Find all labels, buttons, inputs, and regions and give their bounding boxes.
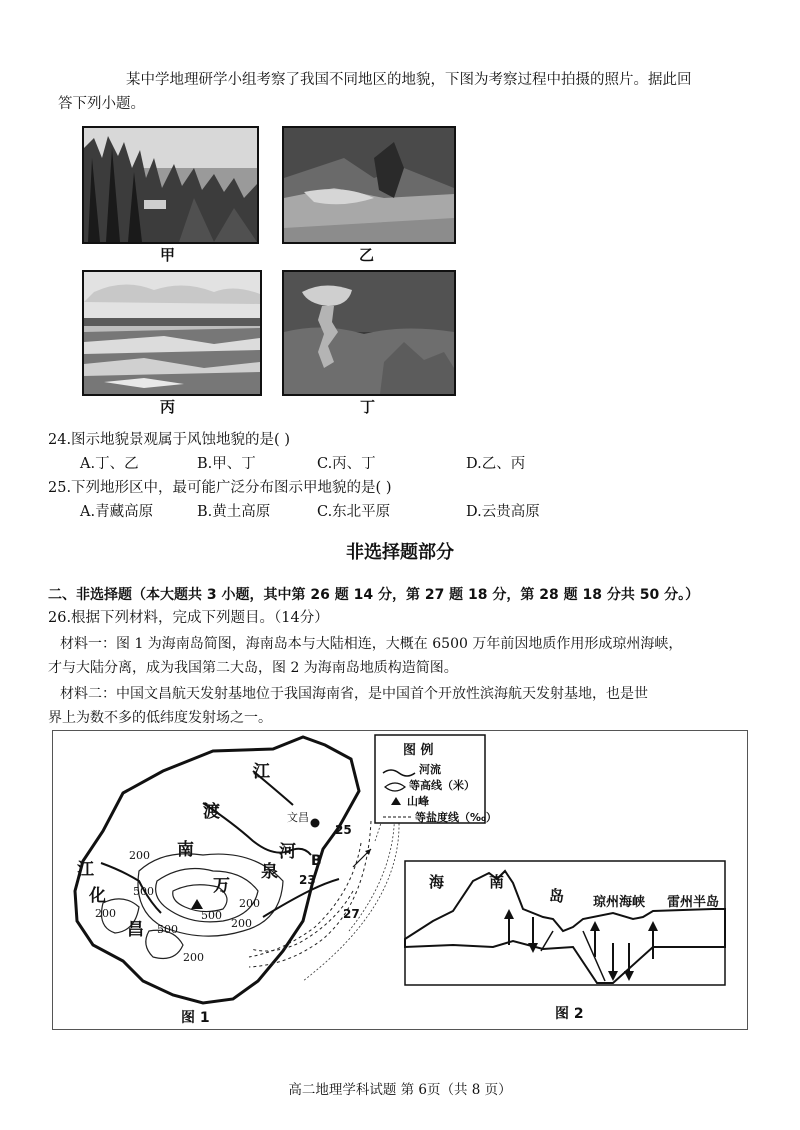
contour-label: 500 xyxy=(157,923,178,936)
photo-ding-mushroom-rock xyxy=(282,270,456,396)
legend-salinity: 等盐度线（‰） xyxy=(415,811,497,824)
river-label-jiang-left: 江 xyxy=(77,860,94,880)
q26-stem: 26.根据下列材料，完成下列题目。（14分） xyxy=(48,610,329,626)
q24-option-b: B.甲、丁 xyxy=(197,456,256,472)
legend-river: 河流 xyxy=(419,763,441,776)
river-label-he: 河 xyxy=(279,842,296,862)
q24-stem: 24.图示地貌景观属于风蚀地貌的是( ) xyxy=(48,432,290,448)
river-label-chang: 昌 xyxy=(127,920,144,940)
salinity-label-27: 27 xyxy=(343,907,360,921)
material1-line-2: 才与大陆分离，成为我国第二大岛，图 2 为海南岛地质构造简图。 xyxy=(48,660,458,676)
salinity-label-23: 23 xyxy=(299,873,316,887)
photo-label-jia: 甲 xyxy=(160,246,176,264)
hainan-map xyxy=(53,731,747,1029)
river-label-du: 渡 xyxy=(203,802,220,822)
material1-line-1: 材料一：图 1 为海南岛简图，海南岛本与大陆相连，大概在 6500 万年前因地质作用形成琼州海峡， xyxy=(60,636,683,652)
river-label-wan: 万 xyxy=(213,876,230,896)
q25-option-d: D.云贵高原 xyxy=(466,504,540,520)
q24-option-a: A.丁、乙 xyxy=(80,456,139,472)
fig2-label-nan: 南 xyxy=(489,873,505,891)
q25-stem: 25.下列地形区中，最可能广泛分布图示甲地貌的是( ) xyxy=(48,480,392,496)
photo-label-yi: 乙 xyxy=(359,246,375,264)
page-footer: 高二地理学科试题 第 6页（共 8 页） xyxy=(288,1082,512,1098)
figure2-caption: 图 2 xyxy=(555,1006,584,1022)
contour-label: 500 xyxy=(133,885,154,898)
photo-bing-shore xyxy=(82,270,262,396)
river-label-jiang-top: 江 xyxy=(253,762,270,782)
legend-title: 图 例 xyxy=(403,743,434,758)
figure1-caption: 图 1 xyxy=(181,1010,210,1026)
contour-label: 200 xyxy=(231,917,252,930)
intro-line-2: 答下列小题。 xyxy=(58,96,145,112)
photo-label-ding: 丁 xyxy=(360,398,376,416)
river-label-nan: 南 xyxy=(177,840,194,860)
fig2-label-strait: 琼州海峡 xyxy=(593,895,646,910)
legend-contour: 等高线（米） xyxy=(409,779,475,792)
figure-box xyxy=(52,730,748,1030)
fig2-label-hai: 海 xyxy=(429,873,445,891)
photo-label-bing: 丙 xyxy=(160,398,176,416)
section-title: 非选择题部分 xyxy=(346,542,454,563)
river-label-quan: 泉 xyxy=(261,862,278,882)
material2-line-2: 界上为数不多的低纬度发射场之一。 xyxy=(48,710,272,726)
q25-option-c: C.东北平原 xyxy=(317,504,391,520)
contour-label: 200 xyxy=(183,951,204,964)
legend-peak: 山峰 xyxy=(407,795,429,808)
contour-label: 200 xyxy=(95,907,116,920)
contour-label: 200 xyxy=(239,897,260,910)
part2-heading: 二、非选择题（本大题共 3 小题，其中第 26 题 14 分，第 27 题 18 分，第 28 题 18 分共 50 分。） xyxy=(48,587,700,603)
fig2-label-peninsula: 雷州半岛 xyxy=(667,895,720,910)
q25-option-a: A.青藏高原 xyxy=(80,504,154,520)
point-b-label: B xyxy=(311,853,322,869)
q25-option-b: B.黄土高原 xyxy=(197,504,271,520)
material2-line-1: 材料二：中国文昌航天发射基地位于我国海南省，是中国首个开放性滨海航天发射基地，也是世 xyxy=(60,686,648,702)
contour-label: 500 xyxy=(201,909,222,922)
city-wenchang: 文昌 xyxy=(287,811,309,824)
photo-jia-stone-forest xyxy=(82,126,259,244)
photo-yi-glacier xyxy=(282,126,456,244)
q24-option-d: D.乙、丙 xyxy=(466,456,526,472)
fig2-label-dao: 岛 xyxy=(549,887,565,905)
contour-label: 200 xyxy=(129,849,150,862)
salinity-label-25: 25 xyxy=(335,823,352,837)
q24-option-c: C.丙、丁 xyxy=(317,456,376,472)
intro-line-1: 某中学地理研学小组考察了我国不同地区的地貌，下图为考察过程中拍摄的照片。据此回 xyxy=(126,72,692,88)
river-label-hua: 化 xyxy=(89,886,106,906)
